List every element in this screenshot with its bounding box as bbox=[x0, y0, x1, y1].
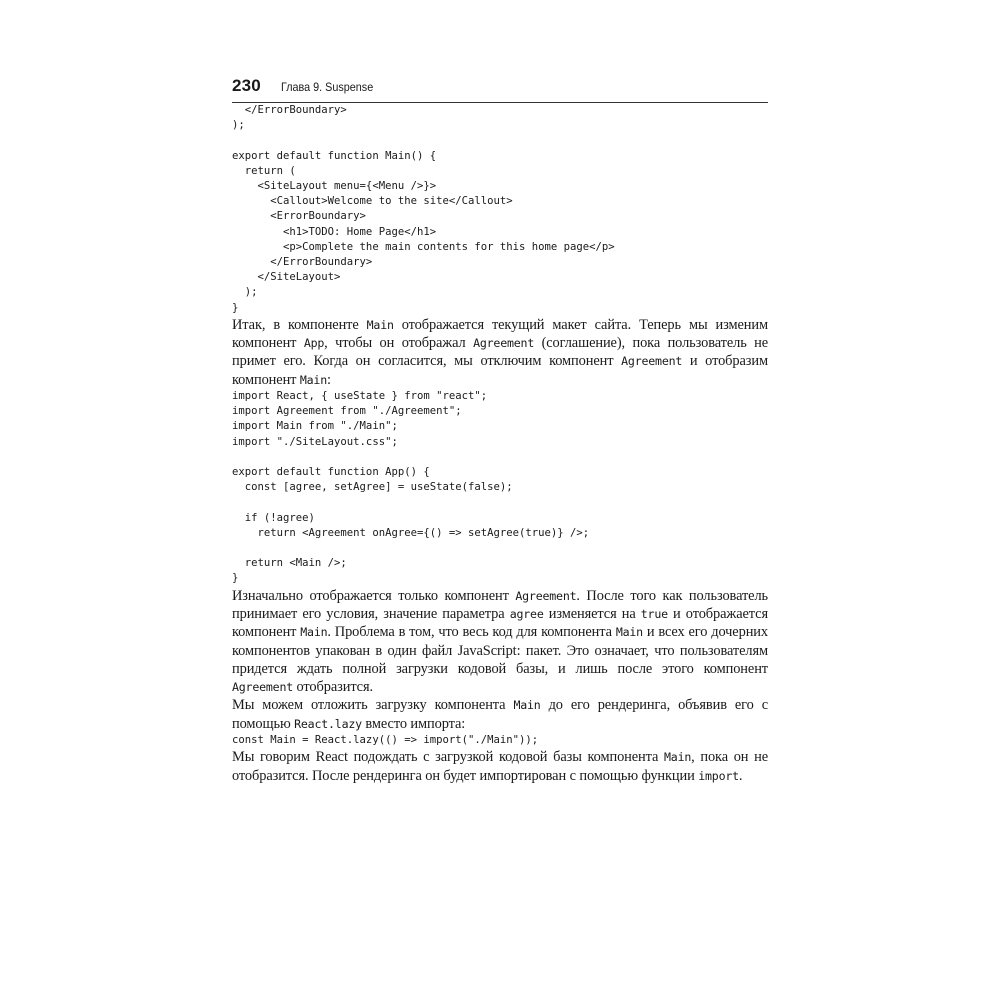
text-span: Изначально отображается только компонент bbox=[232, 587, 516, 604]
inline-code: Agreement bbox=[473, 336, 535, 351]
text-span: (соглашение), пока пользователь не примет его. Когда он согласится, мы отключим компонент bbox=[232, 335, 768, 370]
inline-code: Agreement bbox=[621, 354, 683, 369]
text-span: отображается текущий макет сайта. Теперь мы изменим компонент bbox=[232, 316, 768, 352]
code-block-main-component: </ErrorBoundary> ); export default function Main() { return ( <SiteLayout menu={<Menu />}> <Callout>Welcome to the site</Callout> <ErrorBoundary> <h1>TODO: Home Page</h1> <p>Complete the main contents for this home page</p> </ErrorBoundary> </SiteLayout> ); } bbox=[232, 104, 615, 314]
code-block-lazy-import: const Main = React.lazy(() => import("./Main")); bbox=[232, 734, 539, 747]
inline-code: App bbox=[303, 336, 325, 351]
inline-code: Main bbox=[664, 750, 692, 765]
text-span: Мы говорим React подождать с загрузкой кодовой базы компонента bbox=[232, 749, 665, 766]
text-span: : bbox=[327, 371, 331, 388]
text-span: и всех его дочерних компонентов упакован в один файл JavaScript: пакет. Это означает, что пользователям придется ждать полной загрузки кодовой базы, и лишь после этого компонент bbox=[232, 624, 768, 677]
paragraph-agreement-explanation bbox=[232, 587, 768, 697]
inline-code: Main bbox=[615, 625, 643, 640]
text-span: Мы можем отложить загрузку компонента bbox=[232, 697, 514, 714]
text-span: . После того как пользователь принимает его условия, значение параметра bbox=[232, 587, 769, 622]
text-span: отобразится. bbox=[293, 679, 373, 696]
inline-code: import bbox=[698, 768, 739, 783]
inline-code: Agreement bbox=[232, 680, 294, 695]
text-span: и отобразим компонент bbox=[232, 353, 768, 388]
text-span: . Проблема в том, что весь код для компонента bbox=[327, 624, 616, 641]
paragraph-react-lazy bbox=[232, 696, 768, 733]
text-span: вместо импорта: bbox=[361, 715, 466, 732]
inline-code: agree bbox=[509, 606, 544, 621]
text-span: и отображается компонент bbox=[232, 605, 768, 641]
text-span: изменяется на bbox=[543, 605, 641, 622]
inline-code: React.lazy bbox=[294, 716, 362, 731]
text-span: . bbox=[738, 767, 743, 784]
text-span: , пока он не отобразится. После рендеринга он будет импортирован с помощью функции bbox=[232, 749, 768, 784]
inline-code: true bbox=[640, 606, 668, 621]
chapter-title: Глава 9. Suspense bbox=[280, 80, 374, 94]
inline-code: Agreement bbox=[515, 588, 577, 603]
inline-code: Main bbox=[299, 372, 327, 387]
paragraph-main-layout bbox=[232, 316, 768, 389]
text-span: Итак, в компоненте bbox=[232, 316, 367, 333]
paragraph-lazy-explanation bbox=[232, 748, 768, 785]
page-number: 230 bbox=[232, 76, 261, 95]
inline-code: Main bbox=[300, 625, 328, 640]
code-block-app-component: import React, { useState } from "react"; import Agreement from "./Agreement"; import Main from "./Main"; import "./SiteLayout.css"; export default function App() { const [agree, setAgree] = useState(false); if (!agree) return <Agreement onAgree={() => setAgree(true)} />; return <Main />; } bbox=[232, 390, 590, 585]
text-span: до его рендеринга, объявив его с помощью bbox=[232, 697, 768, 732]
inline-code: Main bbox=[366, 317, 394, 332]
text-span: , чтобы он отображал bbox=[324, 335, 474, 352]
inline-code: Main bbox=[513, 698, 541, 713]
book-page bbox=[232, 76, 768, 785]
page-header bbox=[232, 76, 768, 103]
